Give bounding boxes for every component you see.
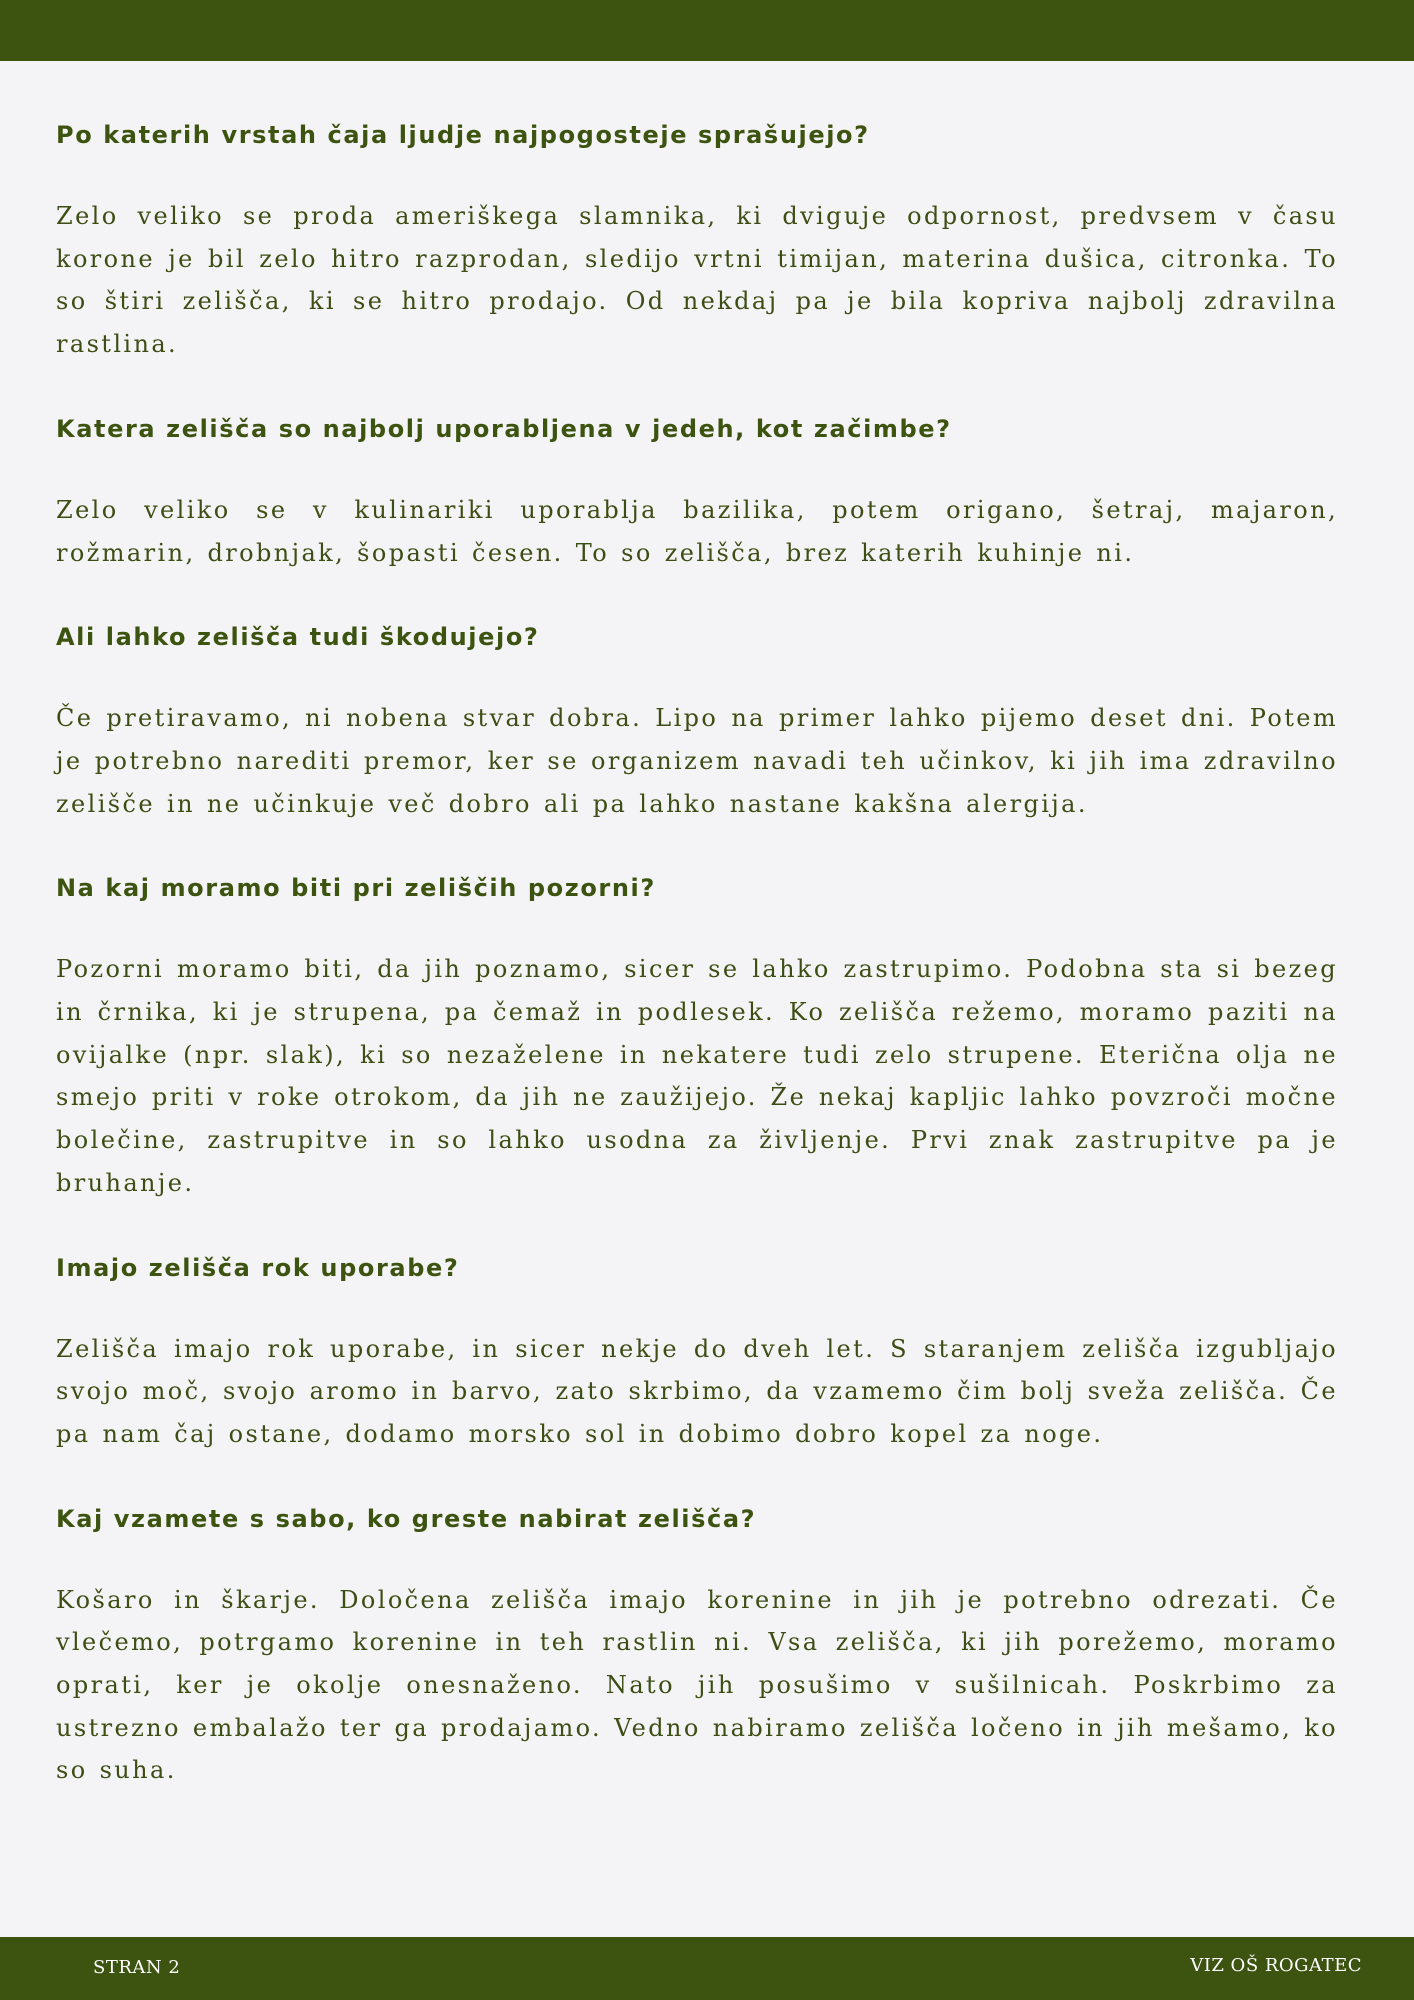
header-bar [0,0,1414,61]
publisher-name: VIZ OŠ ROGATEC [1190,1955,1362,1976]
answer-paragraph: Zelišča imajo rok uporabe, in sicer nekje do dveh let. S staranjem zelišča izgubljajo svojo moč, svojo aromo in barvo, zato skrbimo, da vzamemo čim bolj sveža zelišča. Če pa nam čaj ostane, dodamo morsko sol in dobimo dobro kopel za noge. [56,1334,1338,1448]
answer-paragraph: Zelo veliko se proda ameriškega slamnika, ki dviguje odpornost, predvsem v času korone je bil zelo hitro razprodan, sledijo vrtni timijan, materina dušica, citronka. To so štiri zelišča, ki se hitro prodajo. Od nekdaj pa je bila kopriva najbolj zdravilna rastlina. [56,202,1338,359]
qa-section [56,110,1338,366]
question-heading: Ali lahko zelišča tudi škodujejo? [56,623,540,652]
footer-bar [0,1937,1414,2000]
answer-paragraph: Zelo veliko se v kulinariki uporablja bazilika, potem origano, šetraj, majaron, rožmarin, drobnjak, šopasti česen. To so zelišča, brez katerih kuhinje ni. [56,495,1338,567]
qa-section [56,1494,1338,1793]
answer-paragraph: Košaro in škarje. Določena zelišča imajo korenine in jih je potrebno odrezati. Če vlečemo, potrgamo korenine in teh rastlin ni. Vsa zelišča, ki jih porežemo, moramo oprati, ker je okolje onesnaženo. Nato jih posušimo v sušilnicah. Poskrbimo za ustrezno embalažo ter ga prodajamo. Vedno nabiramo zelišča ločeno in jih mešamo, ko so suha. [56,1585,1338,1785]
qa-section [56,404,1338,574]
question-heading: Imajo zelišča rok uporabe? [56,1253,460,1282]
qa-section [56,863,1338,1204]
question-heading: Na kaj moramo biti pri zeliščih pozorni? [56,874,656,903]
answer-paragraph: Če pretiravamo, ni nobena stvar dobra. Lipo na primer lahko pijemo deset dni. Potem je potrebno narediti premor, ker se organizem navadi teh učinkov, ki jih ima zdravilno zelišče in ne učinkuje več dobro ali pa lahko nastane kakšna alergija. [56,704,1338,818]
page-number: STRAN 2 [93,1957,181,1978]
qa-section [56,612,1338,825]
qa-section [56,1243,1338,1456]
answer-paragraph: Pozorni moramo biti, da jih poznamo, sicer se lahko zastrupimo. Podobna sta si bezeg in črnika, ki je strupena, pa čemaž in podlesek. Ko zelišča režemo, moramo paziti na ovijalke (npr. slak), ki so nezaželene in nekatere tudi zelo strupene. Eterična olja ne smejo priti v roke otrokom, da jih ne zaužijejo. Že nekaj kapljic lahko povzroči močne bolečine, zastrupitve in so lahko usodna za življenje. Prvi znak zastrupitve pa je bruhanje. [56,955,1338,1197]
question-heading: Katera zelišča so najbolj uporabljena v jedeh, kot začimbe? [56,414,952,443]
question-heading: Kaj vzamete s sabo, ko greste nabirat zelišča? [56,1504,757,1533]
question-heading: Po katerih vrstah čaja ljudje najpogosteje sprašujejo? [56,121,870,149]
interview-content [56,110,1338,1830]
